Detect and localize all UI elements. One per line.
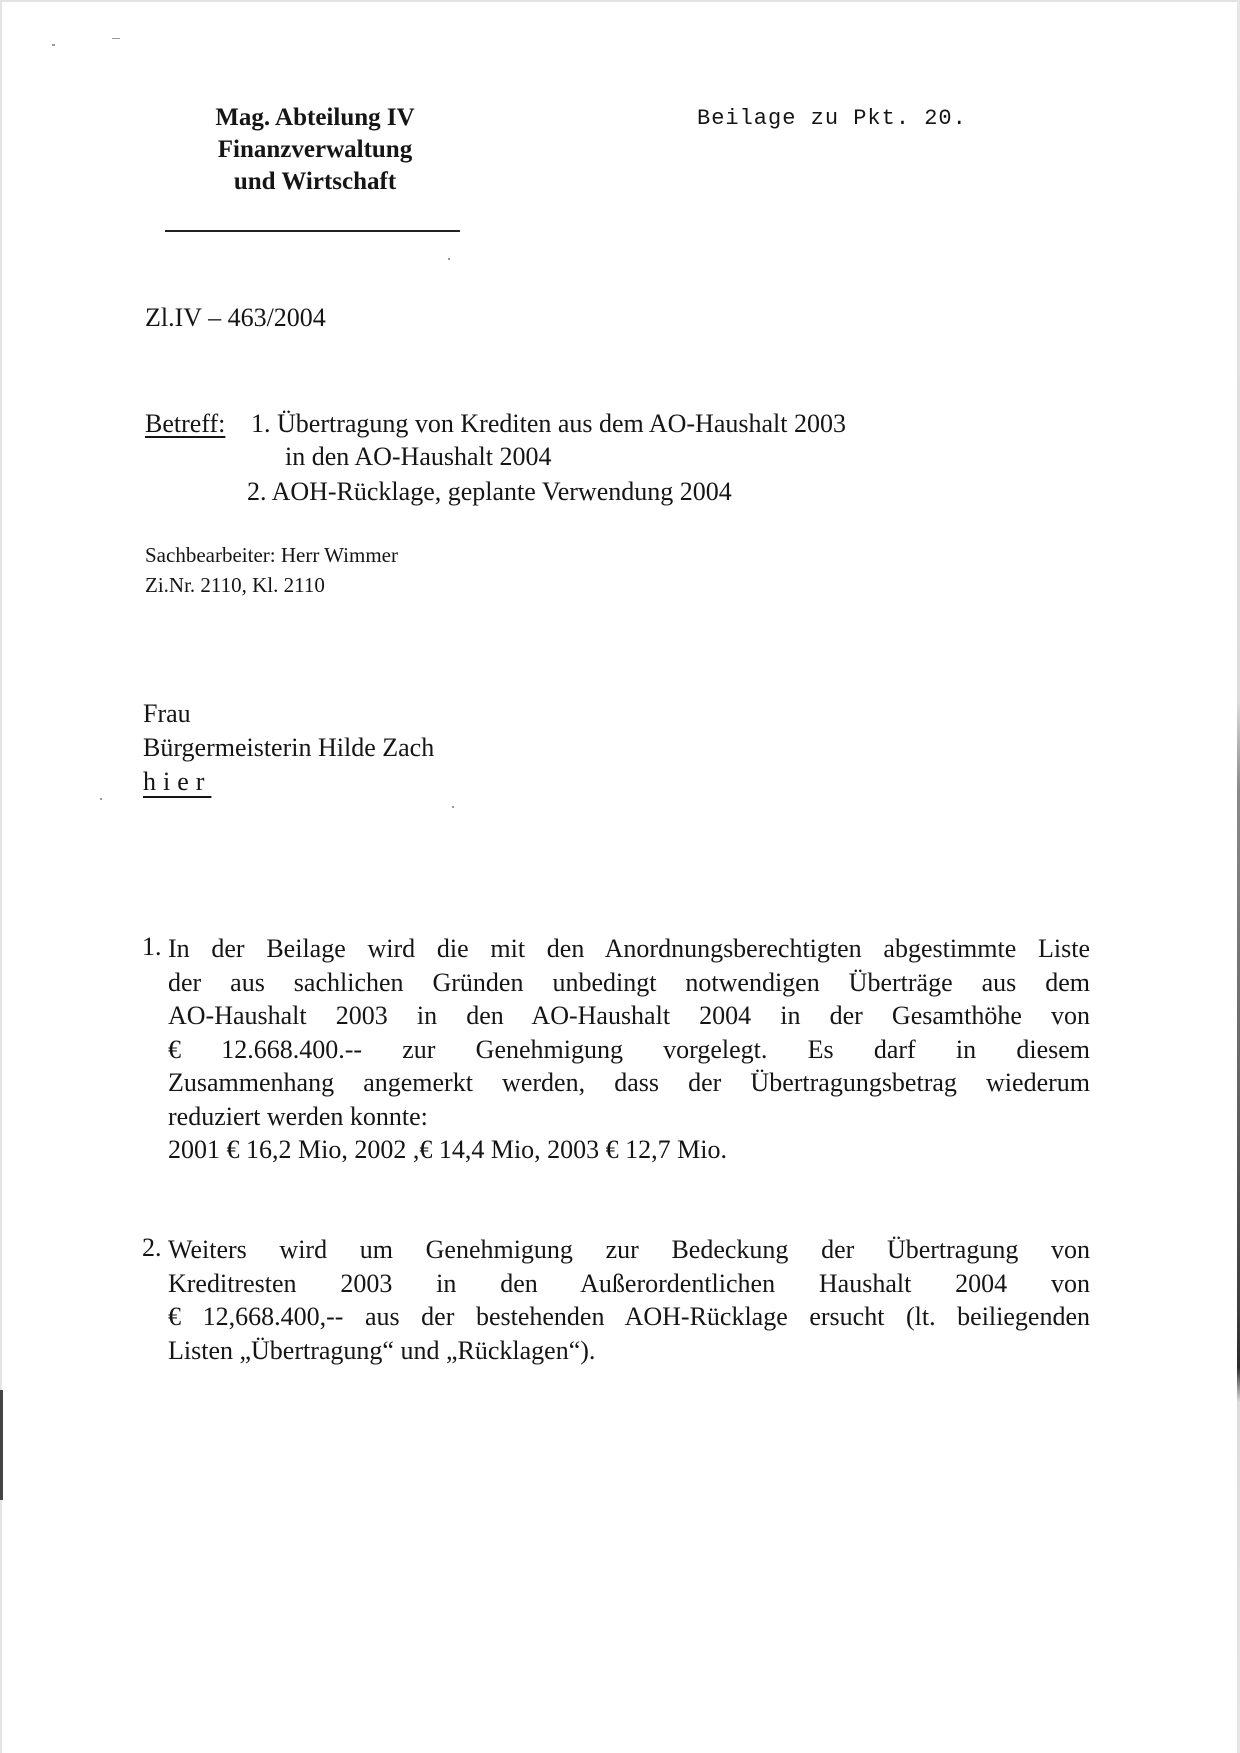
paragraph-2-line: Weiters wird um Genehmigung zur Bedeckung der Übertragung von <box>168 1235 1090 1264</box>
recipient-name: Bürgermeisterin Hilde Zach <box>143 733 435 762</box>
subject-label: Betreff: <box>145 409 226 438</box>
paragraph-2-number: 2. <box>142 1233 162 1262</box>
letterhead-divider <box>165 230 460 232</box>
paragraph-1-amounts: 2001 € 16,2 Mio, 2002 ,€ 14,4 Mio, 2003 € 12,7 Mio. <box>168 1135 728 1164</box>
paragraph-2 <box>168 1233 1090 1367</box>
department-line: Finanzverwaltung <box>217 136 413 163</box>
clerk-name: Sachbearbeiter: Herr Wimmer <box>145 543 398 567</box>
paragraph-1-line: der aus sachlichen Gründen unbedingt notwendigen Überträge aus dem <box>168 967 1090 997</box>
subject-item-2: 2. AOH-Rücklage, geplante Verwendung 2004 <box>247 477 732 506</box>
paragraph-1-line: Zusammenhang angemerkt werden, dass der Übertragungsbetrag wiederum <box>168 1068 1090 1097</box>
scan-edge-left-mark <box>0 1390 3 1500</box>
scan-speck <box>452 806 454 808</box>
recipient-location: hier <box>143 767 212 796</box>
subject-item-1-continued: in den AO-Haushalt 2004 <box>285 442 552 471</box>
scan-speck <box>100 798 102 800</box>
recipient-salutation: Frau <box>143 699 191 728</box>
recipient-address <box>143 697 434 799</box>
paragraph-1-line: reduziert werden konnte: <box>168 1101 428 1131</box>
department-letterhead <box>175 102 455 198</box>
department-line: Mag. Abteilung IV <box>215 104 415 131</box>
paragraph-1-line: In der Beilage wird die mit den Anordnungsberechtigten abgestimmte Liste <box>168 934 1090 963</box>
paragraph-2-line: Kreditresten 2003 in den Außerordentlichen Haushalt 2004 von <box>168 1268 1090 1298</box>
paragraph-1 <box>168 932 1090 1167</box>
paragraph-1-number: 1. <box>142 932 162 961</box>
paragraph-1-line: € 12.668.400.-- zur Genehmigung vorgelegt. Es darf in diesem <box>168 1034 1090 1064</box>
paragraph-2-line: € 12,668.400,-- aus der bestehenden AOH-Rücklage ersucht (lt. beiliegenden <box>168 1302 1090 1331</box>
scan-speck <box>448 258 450 260</box>
scan-speck <box>52 44 55 46</box>
reference-number: Zl.IV – 463/2004 <box>145 303 326 332</box>
clerk-room: Zi.Nr. 2110, Kl. 2110 <box>145 573 325 597</box>
paragraph-2-line: Listen „Übertragung“ und „Rücklagen“). <box>168 1335 596 1365</box>
scan-speck <box>112 38 120 39</box>
clerk-info <box>145 540 398 600</box>
attachment-note: Beilage zu Pkt. 20. <box>697 106 967 131</box>
scan-edge-top <box>0 0 1240 2</box>
subject-item-1: 1. Übertragung von Krediten aus dem AO-Haushalt 2003 <box>251 409 846 438</box>
department-line: und Wirtschaft <box>233 168 397 195</box>
paragraph-1-line: AO-Haushalt 2003 in den AO-Haushalt 2004 in der Gesamthöhe von <box>168 1001 1090 1030</box>
